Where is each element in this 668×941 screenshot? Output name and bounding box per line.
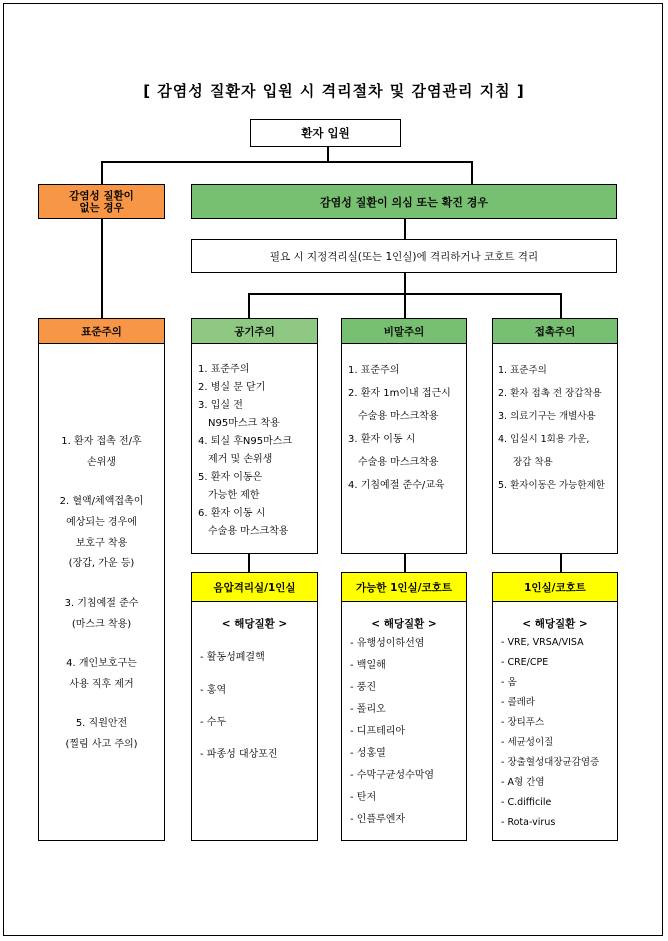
connector <box>248 553 250 573</box>
list-item: 4. 개인보호구는 <box>66 658 137 669</box>
airborne-header <box>191 318 318 344</box>
droplet-header-label: 비말주의 <box>383 325 425 338</box>
connector <box>101 161 103 185</box>
page-title: [ 감염성 질환자 입원 시 격리절차 및 감염관리 지침 ] <box>143 82 525 100</box>
connector <box>471 161 473 185</box>
no-infection-label-2: 없는 경우 <box>79 201 124 214</box>
list-item: 1. 표준주의 <box>198 364 250 375</box>
list-item: 4. 퇴실 후N95마스크 <box>198 436 293 447</box>
contact-header-label: 접촉주의 <box>534 325 576 338</box>
list-item: 5. 환자 이동은 <box>198 472 263 483</box>
list-item: (마스크 착용) <box>71 619 132 630</box>
disease-item: - 수두 <box>200 717 227 728</box>
disease-item: - 풍진 <box>350 682 377 693</box>
list-item: 2. 환자 접촉 전 장갑착용 <box>498 388 602 399</box>
connector <box>404 293 406 319</box>
contact-room-box <box>492 572 618 602</box>
disease-item: - 디프테리아 <box>350 726 406 737</box>
list-item: 4. 입실시 1회용 가운, <box>498 434 590 445</box>
connector <box>248 293 250 319</box>
list-item: 손위생 <box>87 457 116 468</box>
list-item: 3. 의료기구는 개별사용 <box>498 411 596 422</box>
disease-list-header: < 해당질환 > <box>221 618 288 630</box>
disease-item: - CRE/CPE <box>501 657 549 668</box>
airborne-room-box <box>191 572 318 602</box>
droplet-room-box <box>341 572 467 602</box>
list-item: (찔림 사고 주의) <box>65 739 138 750</box>
list-item: 5. 환자이동은 가능한제한 <box>498 480 605 491</box>
suspected-box <box>191 184 617 219</box>
disease-item: - 성홍열 <box>350 748 386 759</box>
isolation-note-box <box>191 239 617 273</box>
list-item: 3. 환자 이동 시 <box>348 434 416 445</box>
disease-item: - 장티푸스 <box>501 717 545 728</box>
standard-panel <box>38 343 165 841</box>
list-item: 가능한 제한 <box>208 490 260 501</box>
connector <box>101 161 472 163</box>
connector <box>101 218 103 319</box>
list-item: 장갑 착용 <box>513 457 553 468</box>
disease-item: - Rota-virus <box>501 817 556 828</box>
admission-label: 환자 입원 <box>301 126 350 140</box>
droplet-header <box>341 318 467 344</box>
disease-list-header: < 해당질환 > <box>371 618 437 630</box>
airborne-header-label: 공기주의 <box>234 325 275 338</box>
list-item: 제거 및 손위생 <box>208 454 273 465</box>
airborne-room-label: 음압격리실/1인실 <box>213 581 296 594</box>
list-item: (장갑, 가운 등) <box>68 558 135 569</box>
list-item: N95마스크 착용 <box>208 418 280 429</box>
droplet-room-label: 가능한 1인실/코호트 <box>356 581 452 594</box>
standard-header <box>38 318 165 344</box>
list-item: 6. 환자 이동 시 <box>198 508 266 519</box>
no-infection-box <box>38 184 165 219</box>
airborne-disease-panel <box>191 601 318 841</box>
list-item: 수술용 마스크착용 <box>208 526 289 537</box>
contact-disease-panel <box>492 601 618 841</box>
disease-item: - 장출혈성대장균감염증 <box>501 757 600 768</box>
disease-item: - 파종성 대상포진 <box>200 749 278 760</box>
disease-item: - 수막구균성수막염 <box>350 770 435 781</box>
list-item: 5. 직원안전 <box>75 718 128 729</box>
disease-item: - 인플루엔자 <box>350 814 406 825</box>
list-item: 수술용 마스크착용 <box>358 411 439 422</box>
disease-item: - C.difficile <box>501 797 552 808</box>
connector <box>404 553 406 573</box>
contact-header <box>492 318 618 344</box>
connector <box>560 553 562 573</box>
disease-item: - 홍역 <box>200 685 227 696</box>
disease-item: - 세균성이질 <box>501 737 554 748</box>
list-item: 2. 환자 1m이내 접근시 <box>348 388 451 399</box>
disease-item: - 활동성폐결핵 <box>200 652 265 663</box>
list-item: 3. 기침예절 준수 <box>64 598 139 609</box>
list-item: 1. 환자 접촉 전/후 <box>61 436 142 447</box>
list-item: 2. 병실 문 닫기 <box>198 382 266 393</box>
disease-item: - 콜레라 <box>501 697 535 708</box>
admission-box <box>250 119 401 147</box>
droplet-disease-panel <box>341 601 467 841</box>
list-item: 3. 입실 전 <box>198 400 243 411</box>
no-infection-label-1: 감염성 질환이 <box>69 189 134 202</box>
disease-item: - 백일해 <box>350 660 386 671</box>
contact-panel <box>492 343 618 554</box>
disease-item: - A형 간염 <box>501 777 545 788</box>
list-item: 1. 표준주의 <box>498 365 547 376</box>
disease-item: - 폴리오 <box>350 704 386 715</box>
disease-item: - 옴 <box>501 677 517 688</box>
list-item: 4. 기침예절 준수/교육 <box>348 480 445 491</box>
connector <box>560 293 562 319</box>
suspected-label: 감염성 질환이 의심 또는 확진 경우 <box>320 195 488 209</box>
connector <box>404 218 406 240</box>
contact-room-label: 1인실/코호트 <box>524 581 586 594</box>
standard-header-label: 표준주의 <box>81 325 122 338</box>
droplet-panel <box>341 343 467 554</box>
isolation-note-label: 필요 시 지정격리실(또는 1인실)에 격리하거나 코호트 격리 <box>269 250 539 263</box>
list-item: 1. 표준주의 <box>348 365 400 376</box>
connector <box>404 272 406 294</box>
disease-item: - VRE, VRSA/VISA <box>501 637 584 648</box>
disease-list-header: < 해당질환 > <box>522 618 588 630</box>
disease-item: - 유행성이하선염 <box>350 638 425 649</box>
list-item: 보호구 착용 <box>75 538 128 549</box>
airborne-panel <box>191 343 318 554</box>
list-item: 수술용 마스크착용 <box>358 457 439 468</box>
list-item: 예상되는 경우에 <box>66 517 137 528</box>
list-item: 2. 혈액/체액접촉이 <box>59 496 144 507</box>
connector <box>327 146 329 162</box>
disease-item: - 탄저 <box>350 792 377 803</box>
list-item: 사용 직후 제거 <box>69 679 134 690</box>
